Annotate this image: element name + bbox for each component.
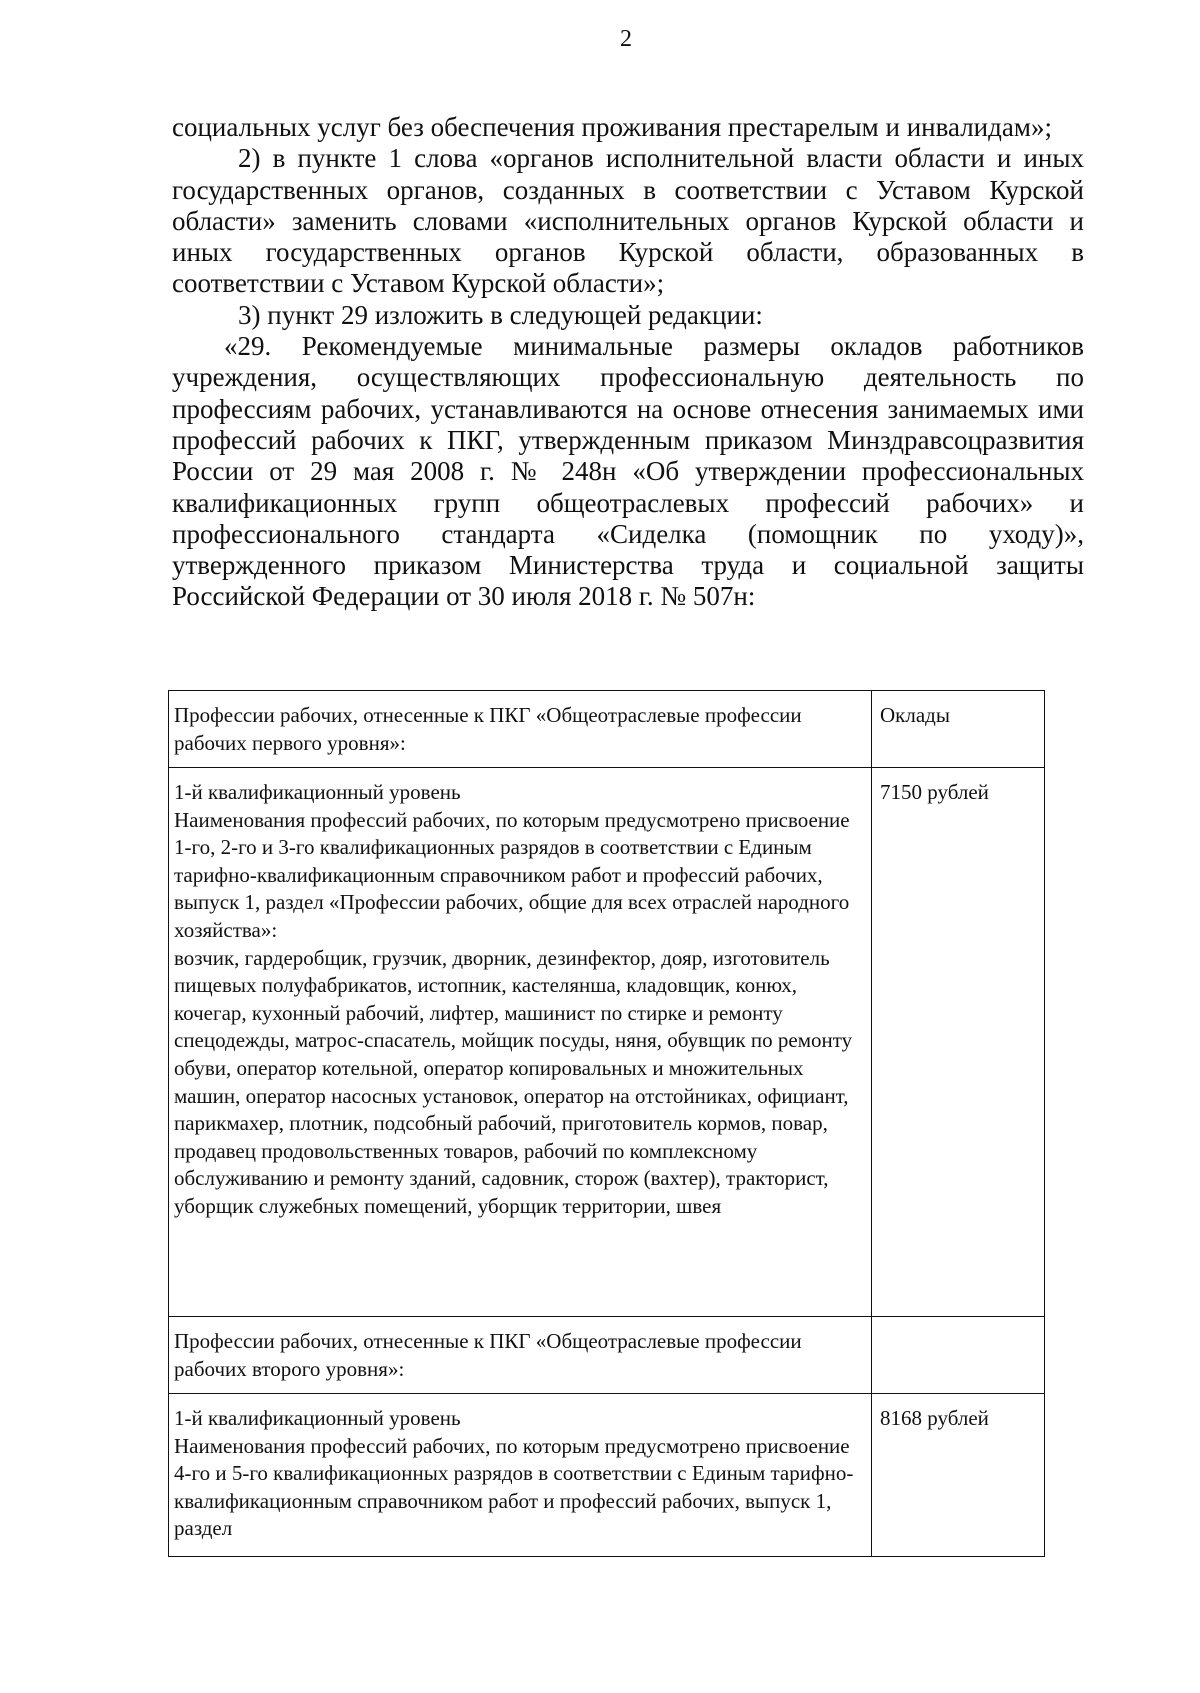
table-group-cell: Профессии рабочих, отнесенные к ПКГ «Общеотраслевые профессии рабочих второго уровня»:: [169, 1317, 872, 1394]
table-salary-cell-empty: [872, 1317, 1045, 1394]
qualification-description: Наименования профессий рабочих, по которым предусмотрено присвоение 4-го и 5-го квалификационных разрядов в соответствии с Единым тарифно-квалификационным справочником работ и профессий рабочих, выпуск 1, раздел: [174, 1433, 854, 1541]
table-row: [169, 768, 1045, 1317]
qualification-level: 1-й квалификационный уровень: [174, 1406, 461, 1430]
table-row: [169, 1394, 1045, 1557]
profession-list: возчик, гардеробщик, грузчик, дворник, дезинфектор, дояр, изготовитель пищевых полуфабрикатов, истопник, кастелянша, кладовщик, конюх, кочегар, кухонный рабочий, лифтер, машинист по стирке и ремонту спецодежды, матрос-спасатель, мойщик посуды, няня, обувщик по ремонту обуви, оператор котельной, оператор копировальных и множительных машин, оператор насосных установок, оператор на отстойниках, официант, парикмахер, плотник, подсобный рабочий, приготовитель кормов, повар, продавец продовольственных товаров, рабочий по комплексному обслуживанию и ремонту зданий, садовник, сторож (вахтер), тракторист, уборщик служебных помещений, уборщик территории, швея: [174, 945, 853, 1218]
table-header-group-cell: Профессии рабочих, отнесенные к ПКГ «Общеотраслевые профессии рабочих первого уровня»:: [169, 691, 872, 768]
paragraph-item-29: «29. Рекомендуемые минимальные размеры окладов работников учреждения, осуществляющих профессиональную деятельность по профессиям рабочих, устанавливаются на основе отнесения занимаемых ими профессий рабочих к ПКГ, утвержденным приказом Минздравсоцразвития России от 29 мая 2008 г. № 248н «Об утверждении профессиональных квалификационных групп общеотраслевых профессий рабочих» и профессионального стандарта «Сиделка (помощник по уходу)», утвержденного приказом Министерства труда и социальной защиты Российской Федерации от 30 июля 2018 г. № 507н:: [172, 331, 1084, 612]
table-salary-cell: 7150 рублей: [872, 768, 1045, 1317]
table-row: [169, 1317, 1045, 1394]
table-row: [169, 691, 1045, 768]
paragraph-item-3: 3) пункт 29 изложить в следующей редакции:: [238, 299, 763, 330]
table-salary-cell: 8168 рублей: [872, 1394, 1045, 1557]
qualification-description: Наименования профессий рабочих, по которым предусмотрено присвоение 1-го, 2-го и 3-го квалификационных разрядов в соответствии с Единым тарифно-квалификационным справочником работ и профессий рабочих, выпуск 1, раздел «Профессии рабочих, общие для всех отраслей народного хозяйства»:: [174, 807, 850, 942]
page-number: 2: [620, 26, 632, 52]
paragraph-continuation: социальных услуг без обеспечения проживания престарелым и инвалидам»;: [172, 112, 1052, 142]
table-profession-cell: [169, 768, 872, 1317]
paragraph-item-2: 2) в пункте 1 слова «органов исполнительной власти области и иных государственных органов, созданных в соответствии с Уставом Курской области» заменить словами «исполнительных органов Курской области и иных государственных органов Курской области, образованных в соответствии с Уставом Курской области»;: [172, 143, 1084, 299]
qualification-level: 1-й квалификационный уровень: [174, 780, 461, 804]
document-body: [172, 112, 1084, 613]
table-header-salary-cell: Оклады: [872, 691, 1045, 768]
table-profession-cell: [169, 1394, 872, 1557]
salary-table: [168, 690, 1045, 1557]
